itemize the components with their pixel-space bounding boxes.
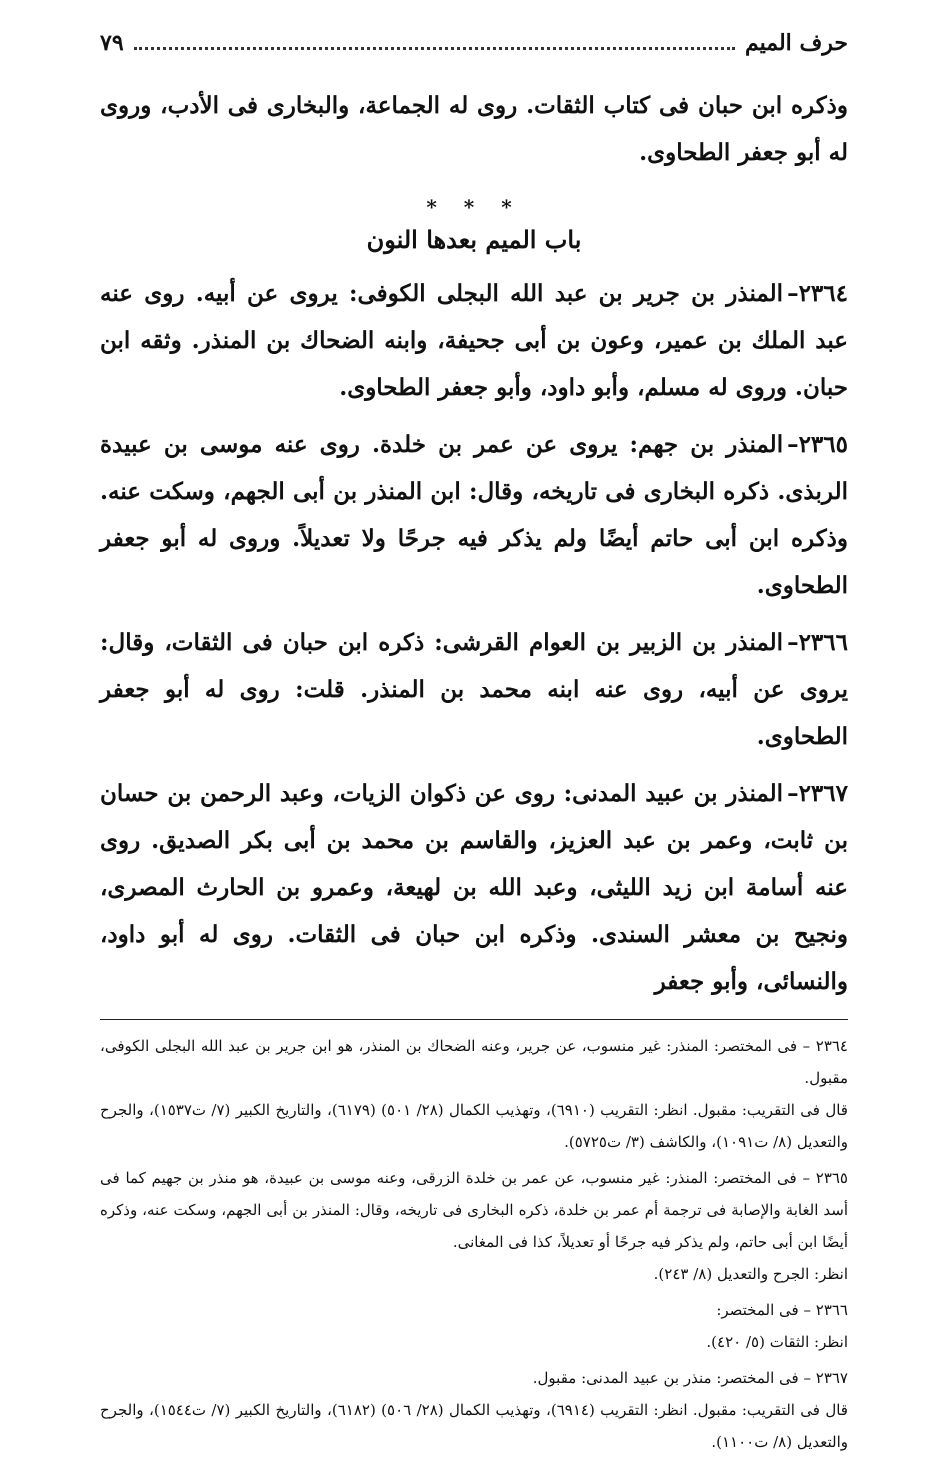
footnote-line: انظر: الثقات (٥/ ٤٢٠).: [706, 1333, 848, 1351]
entry-2364: [100, 270, 848, 411]
entry-number: ٢٣٦٤–: [787, 280, 848, 307]
entry-number: ٢٣٦٥–: [787, 431, 848, 458]
footnote-line: قال فى التقريب: مقبول. انظر: التقريب (٦٩١٤)، وتهذيب الكمال (٢٨/ ٥٠٦) (٦١٨٢)، والتاريخ الكبير (٧/ ت١٥٤٤)، والجرح والتعديل (٨/ ت١١٠٠).: [100, 1401, 848, 1451]
running-header-title: حرف الميم: [744, 30, 848, 56]
page-number: ٧٩: [100, 30, 124, 56]
footnote-text: – فى المختصر:: [716, 1301, 811, 1319]
entry-2367: [100, 770, 848, 1005]
entry-text: المنذر بن الزبير بن العوام القرشى: ذكره ابن حبان فى الثقات، وقال: يروى عن أبيه، روى عنه ابنه محمد بن المنذر. قلت: روى له أبو جعفر الطحاوى.: [100, 629, 848, 750]
entry-text: المنذر بن جرير بن عبد الله البجلى الكوفى: يروى عن أبيه. روى عنه عبد الملك بن عمير، وعون بن أبى جحيفة، وابنه الضحاك بن المنذر. وثقه ابن حبان. وروى له مسلم، وأبو داود، وأبو جعفر الطحاوى.: [100, 280, 848, 401]
section-separator: * * *: [426, 195, 522, 219]
footnote-number: ٢٣٦٥: [815, 1169, 848, 1187]
chapter-title: باب الميم بعدها النون: [366, 225, 582, 254]
footnote-line: قال فى التقريب: مقبول. انظر: التقريب (٦٩١٠)، وتهذيب الكمال (٢٨/ ٥٠١) (٦١٧٩)، والتاريخ الكبير (٧/ ت١٥٣٧)، والجرح والتعديل (٨/ ت١٠٩١)، والكاشف (٣/ ت٥٧٢٥).: [100, 1101, 848, 1151]
footnote-number: ٢٣٦٧: [815, 1369, 848, 1387]
entry-2365: [100, 421, 848, 609]
footnote-2367: [100, 1362, 848, 1394]
running-header: [100, 30, 848, 82]
footnote-2366: [100, 1294, 848, 1326]
footnote-2364: [100, 1030, 848, 1094]
continuation-paragraph: وذكره ابن حبان فى كتاب الثقات. روى له الجماعة، والبخارى فى الأدب، وروى له أبو جعفر الطحاوى.: [100, 92, 848, 166]
entry-text: المنذر بن عبيد المدنى: روى عن ذكوان الزيات، وعبد الرحمن بن حسان بن ثابت، وعمر بن عبد العزيز، والقاسم بن محمد بن أبى بكر الصديق. روى عنه أسامة ابن زيد الليثى، وعبد الله بن لهيعة، وعمرو بن الحارث المصرى، ونجيح بن معشر السندى. وذكره ابن حبان فى الثقات. روى له أبو داود، والنسائى، وأبو جعفر: [100, 780, 848, 995]
entry-2366: [100, 619, 848, 760]
footnote-line: انظر: الجرح والتعديل (٨/ ٢٤٣).: [653, 1265, 848, 1283]
book-page: [100, 30, 848, 1458]
entry-number: ٢٣٦٦–: [787, 629, 848, 656]
entry-text: المنذر بن جهم: يروى عن عمر بن خلدة. روى عنه موسى بن عبيدة الربذى. ذكره البخارى فى تاريخه، وقال: ابن المنذر بن أبى الجهم، وسكت عنه. وذكره ابن أبى حاتم أيضًا ولم يذكر فيه جرحًا ولا تعديلاً. وروى له أبو جعفر الطحاوى.: [100, 431, 848, 599]
footnote-text: – فى المختصر: المنذر: غير منسوب، عن جرير، وعنه الضحاك بن المنذر، هو ابن جرير بن عبد الله البجلى الكوفى، مقبول.: [100, 1037, 848, 1087]
footnote-divider: [100, 1019, 848, 1020]
footnote-text: – فى المختصر: منذر بن عبيد المدنى: مقبول.: [532, 1369, 811, 1387]
entry-number: ٢٣٦٧–: [787, 780, 848, 807]
footnote-2365: [100, 1162, 848, 1258]
dot-leader: [134, 35, 735, 50]
footnotes: [100, 1030, 848, 1458]
main-text: [100, 82, 848, 1005]
footnote-number: ٢٣٦٤: [815, 1037, 848, 1055]
footnote-text: – فى المختصر: المنذر: غير منسوب، عن عمر بن خلدة الزرقى، وعنه موسى بن عبيدة، هو منذر بن جهيم كما فى أسد الغابة والإصابة فى ترجمة أم عمر بن خلدة، ذكره البخارى فى تاريخه، وقال: المنذر بن أبى الجهم، وسكت عنه، وذكره أيضًا ابن أبى حاتم، ولم يذكر فيه جرحًا أو تعديلاً، كذا فى المغانى.: [100, 1169, 848, 1251]
footnote-number: ٢٣٦٦: [815, 1301, 848, 1319]
